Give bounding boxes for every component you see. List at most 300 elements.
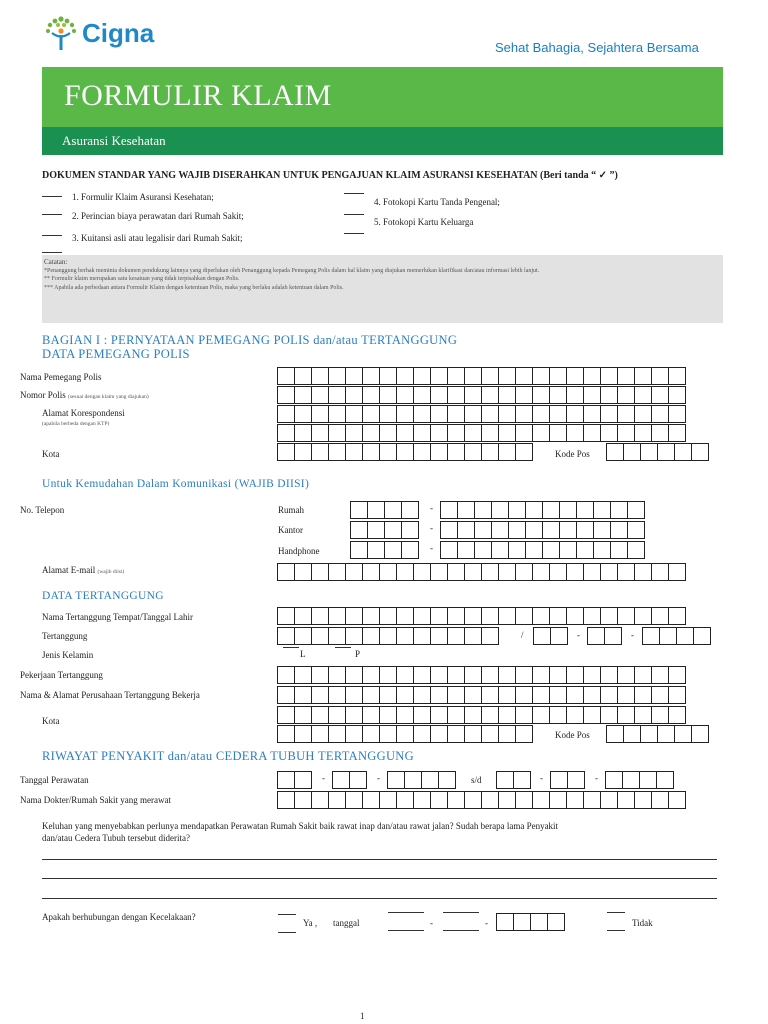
input-cell[interactable] bbox=[396, 563, 414, 581]
input-cell[interactable] bbox=[549, 405, 567, 423]
input-cell[interactable] bbox=[457, 541, 475, 559]
doc-checkbox-5[interactable] bbox=[344, 214, 364, 215]
input-cell[interactable] bbox=[566, 563, 584, 581]
input-cell[interactable] bbox=[600, 563, 618, 581]
input-cell[interactable] bbox=[498, 686, 516, 704]
input-cell[interactable] bbox=[404, 771, 422, 789]
input-cell[interactable] bbox=[651, 607, 669, 625]
input-cell[interactable] bbox=[600, 405, 618, 423]
input-tgl-bulan[interactable] bbox=[588, 627, 622, 645]
input-hp-kode[interactable] bbox=[351, 541, 419, 559]
input-cell[interactable] bbox=[396, 791, 414, 809]
input-cell[interactable] bbox=[311, 791, 329, 809]
input-cell[interactable] bbox=[294, 367, 312, 385]
input-kodepos-tertanggung[interactable] bbox=[607, 725, 709, 743]
input-cell[interactable] bbox=[277, 771, 295, 789]
input-cell[interactable] bbox=[600, 607, 618, 625]
input-cell[interactable] bbox=[491, 521, 509, 539]
input-cell[interactable] bbox=[498, 386, 516, 404]
input-cell[interactable] bbox=[362, 443, 380, 461]
input-cell[interactable] bbox=[294, 627, 312, 645]
input-cell[interactable] bbox=[515, 367, 533, 385]
input-cell[interactable] bbox=[651, 666, 669, 684]
input-cell[interactable] bbox=[464, 367, 482, 385]
input-cell[interactable] bbox=[332, 771, 350, 789]
input-cell[interactable] bbox=[532, 706, 550, 724]
input-rumah-nomor[interactable] bbox=[441, 501, 645, 519]
input-email[interactable] bbox=[278, 563, 686, 581]
input-cell[interactable] bbox=[413, 791, 431, 809]
input-cell[interactable] bbox=[413, 725, 431, 743]
input-cell[interactable] bbox=[362, 405, 380, 423]
input-cell[interactable] bbox=[379, 443, 397, 461]
input-cell[interactable] bbox=[362, 563, 380, 581]
input-cell[interactable] bbox=[345, 706, 363, 724]
input-cell[interactable] bbox=[515, 563, 533, 581]
input-cell[interactable] bbox=[549, 791, 567, 809]
input-cell[interactable] bbox=[413, 367, 431, 385]
input-cell[interactable] bbox=[498, 405, 516, 423]
input-rawat-hari-awal[interactable] bbox=[278, 771, 312, 789]
input-cell[interactable] bbox=[481, 627, 499, 645]
input-cell[interactable] bbox=[549, 386, 567, 404]
input-cell[interactable] bbox=[515, 725, 533, 743]
input-cell[interactable] bbox=[401, 521, 419, 539]
input-cell[interactable] bbox=[396, 706, 414, 724]
input-cell[interactable] bbox=[464, 443, 482, 461]
input-cell[interactable] bbox=[668, 386, 686, 404]
input-cell[interactable] bbox=[515, 706, 533, 724]
input-cell[interactable] bbox=[566, 666, 584, 684]
input-cell[interactable] bbox=[277, 791, 295, 809]
input-cell[interactable] bbox=[657, 443, 675, 461]
input-cell[interactable] bbox=[617, 424, 635, 442]
input-cell[interactable] bbox=[515, 424, 533, 442]
input-cell[interactable] bbox=[604, 627, 622, 645]
input-cell[interactable] bbox=[668, 405, 686, 423]
input-cell[interactable] bbox=[457, 501, 475, 519]
input-cell[interactable] bbox=[481, 563, 499, 581]
input-cell[interactable] bbox=[430, 666, 448, 684]
input-cell[interactable] bbox=[498, 607, 516, 625]
input-cell[interactable] bbox=[583, 791, 601, 809]
input-cell[interactable] bbox=[311, 706, 329, 724]
input-cell[interactable] bbox=[634, 386, 652, 404]
input-cell[interactable] bbox=[668, 563, 686, 581]
input-cell[interactable] bbox=[328, 563, 346, 581]
input-cell[interactable] bbox=[498, 706, 516, 724]
input-cell[interactable] bbox=[396, 627, 414, 645]
doc-checkbox-3[interactable] bbox=[42, 235, 62, 236]
input-cell[interactable] bbox=[481, 386, 499, 404]
input-cell[interactable] bbox=[413, 405, 431, 423]
input-cell[interactable] bbox=[634, 405, 652, 423]
input-cell[interactable] bbox=[481, 405, 499, 423]
input-cell[interactable] bbox=[328, 706, 346, 724]
input-cell[interactable] bbox=[384, 501, 402, 519]
input-cell[interactable] bbox=[532, 386, 550, 404]
input-cell[interactable] bbox=[367, 501, 385, 519]
input-cell[interactable] bbox=[566, 386, 584, 404]
input-pekerjaan[interactable] bbox=[278, 666, 686, 684]
input-cell[interactable] bbox=[277, 443, 295, 461]
input-cell[interactable] bbox=[413, 424, 431, 442]
input-cell[interactable] bbox=[294, 405, 312, 423]
input-cell[interactable] bbox=[549, 706, 567, 724]
input-cell[interactable] bbox=[345, 725, 363, 743]
input-cell[interactable] bbox=[668, 791, 686, 809]
input-cell[interactable] bbox=[622, 771, 640, 789]
input-cell[interactable] bbox=[396, 405, 414, 423]
input-cell[interactable] bbox=[651, 706, 669, 724]
doc-checkbox-4[interactable] bbox=[344, 193, 364, 194]
input-cell[interactable] bbox=[464, 424, 482, 442]
input-cell[interactable] bbox=[651, 424, 669, 442]
input-cell[interactable] bbox=[430, 627, 448, 645]
input-perusahaan-2[interactable] bbox=[278, 706, 686, 724]
input-cell[interactable] bbox=[691, 443, 709, 461]
input-cell[interactable] bbox=[533, 627, 551, 645]
input-cell[interactable] bbox=[532, 686, 550, 704]
input-cell[interactable] bbox=[481, 443, 499, 461]
input-cell[interactable] bbox=[345, 607, 363, 625]
input-cell[interactable] bbox=[515, 405, 533, 423]
input-tgl-tahun[interactable] bbox=[643, 627, 711, 645]
input-cell[interactable] bbox=[464, 607, 482, 625]
input-cell[interactable] bbox=[413, 706, 431, 724]
input-cell[interactable] bbox=[583, 563, 601, 581]
input-cell[interactable] bbox=[379, 791, 397, 809]
input-cell[interactable] bbox=[651, 791, 669, 809]
input-cell[interactable] bbox=[481, 367, 499, 385]
input-cell[interactable] bbox=[515, 386, 533, 404]
input-cell[interactable] bbox=[345, 791, 363, 809]
input-cell[interactable] bbox=[328, 791, 346, 809]
input-cell[interactable] bbox=[542, 521, 560, 539]
input-cell[interactable] bbox=[440, 501, 458, 519]
input-cell[interactable] bbox=[311, 386, 329, 404]
input-cell[interactable] bbox=[362, 666, 380, 684]
input-cell[interactable] bbox=[657, 725, 675, 743]
input-alamat-1[interactable] bbox=[278, 405, 686, 423]
input-cell[interactable] bbox=[447, 607, 465, 625]
input-cell[interactable] bbox=[311, 405, 329, 423]
input-cell[interactable] bbox=[491, 541, 509, 559]
input-cell[interactable] bbox=[401, 541, 419, 559]
input-rawat-hari-akhir[interactable] bbox=[497, 771, 531, 789]
input-cell[interactable] bbox=[617, 666, 635, 684]
input-cell[interactable] bbox=[464, 386, 482, 404]
input-cell[interactable] bbox=[656, 771, 674, 789]
input-cell[interactable] bbox=[396, 666, 414, 684]
input-cell[interactable] bbox=[566, 424, 584, 442]
input-cell[interactable] bbox=[430, 706, 448, 724]
input-cell[interactable] bbox=[362, 627, 380, 645]
input-cell[interactable] bbox=[627, 521, 645, 539]
input-cell[interactable] bbox=[328, 405, 346, 423]
input-cell[interactable] bbox=[464, 666, 482, 684]
input-cell[interactable] bbox=[491, 501, 509, 519]
input-cell[interactable] bbox=[659, 627, 677, 645]
input-cell[interactable] bbox=[413, 563, 431, 581]
input-cell[interactable] bbox=[345, 563, 363, 581]
input-cell[interactable] bbox=[642, 627, 660, 645]
input-cell[interactable] bbox=[294, 607, 312, 625]
input-cell[interactable] bbox=[447, 563, 465, 581]
input-cell[interactable] bbox=[583, 386, 601, 404]
input-cell[interactable] bbox=[379, 424, 397, 442]
input-rawat-bulan-akhir[interactable] bbox=[551, 771, 585, 789]
input-kota-tertanggung[interactable] bbox=[278, 725, 533, 743]
input-cell[interactable] bbox=[345, 686, 363, 704]
input-cell[interactable] bbox=[345, 386, 363, 404]
input-cell[interactable] bbox=[350, 541, 368, 559]
input-cell[interactable] bbox=[362, 686, 380, 704]
input-cell[interactable] bbox=[566, 405, 584, 423]
input-cell[interactable] bbox=[508, 521, 526, 539]
input-cell[interactable] bbox=[532, 405, 550, 423]
input-cell[interactable] bbox=[691, 725, 709, 743]
input-cell[interactable] bbox=[498, 666, 516, 684]
input-cell[interactable] bbox=[532, 607, 550, 625]
input-cell[interactable] bbox=[447, 443, 465, 461]
input-cell[interactable] bbox=[401, 501, 419, 519]
input-cell[interactable] bbox=[515, 443, 533, 461]
input-cell[interactable] bbox=[559, 541, 577, 559]
input-cell[interactable] bbox=[328, 607, 346, 625]
input-cell[interactable] bbox=[583, 607, 601, 625]
input-rawat-bulan-awal[interactable] bbox=[333, 771, 367, 789]
input-cell[interactable] bbox=[668, 367, 686, 385]
input-cell[interactable] bbox=[617, 405, 635, 423]
input-cell[interactable] bbox=[634, 791, 652, 809]
input-cell[interactable] bbox=[566, 607, 584, 625]
input-cell[interactable] bbox=[440, 541, 458, 559]
input-cell[interactable] bbox=[379, 386, 397, 404]
input-cell[interactable] bbox=[413, 607, 431, 625]
input-cell[interactable] bbox=[617, 706, 635, 724]
input-cell[interactable] bbox=[513, 913, 531, 931]
input-cell[interactable] bbox=[532, 424, 550, 442]
input-cell[interactable] bbox=[532, 666, 550, 684]
input-cell[interactable] bbox=[294, 666, 312, 684]
input-cell[interactable] bbox=[640, 443, 658, 461]
input-cell[interactable] bbox=[430, 405, 448, 423]
input-cell[interactable] bbox=[362, 725, 380, 743]
input-cell[interactable] bbox=[668, 424, 686, 442]
input-cell[interactable] bbox=[367, 541, 385, 559]
input-rawat-tahun-awal[interactable] bbox=[388, 771, 456, 789]
input-cell[interactable] bbox=[668, 666, 686, 684]
input-cell[interactable] bbox=[605, 771, 623, 789]
input-cell[interactable] bbox=[481, 725, 499, 743]
input-cell[interactable] bbox=[430, 367, 448, 385]
input-cell[interactable] bbox=[379, 405, 397, 423]
input-kecelakaan-tahun[interactable] bbox=[497, 913, 565, 931]
input-cell[interactable] bbox=[587, 627, 605, 645]
input-cell[interactable] bbox=[464, 791, 482, 809]
input-cell[interactable] bbox=[447, 706, 465, 724]
input-cell[interactable] bbox=[384, 521, 402, 539]
input-cell[interactable] bbox=[328, 686, 346, 704]
input-cell[interactable] bbox=[345, 405, 363, 423]
input-cell[interactable] bbox=[549, 563, 567, 581]
input-cell[interactable] bbox=[606, 725, 624, 743]
input-cell[interactable] bbox=[668, 686, 686, 704]
input-cell[interactable] bbox=[447, 686, 465, 704]
input-cell[interactable] bbox=[362, 706, 380, 724]
input-cell[interactable] bbox=[481, 607, 499, 625]
input-cell[interactable] bbox=[396, 386, 414, 404]
input-cell[interactable] bbox=[550, 627, 568, 645]
input-cell[interactable] bbox=[651, 686, 669, 704]
input-cell[interactable] bbox=[277, 386, 295, 404]
input-alamat-2[interactable] bbox=[278, 424, 686, 442]
input-cell[interactable] bbox=[396, 686, 414, 704]
input-cell[interactable] bbox=[532, 367, 550, 385]
input-cell[interactable] bbox=[583, 666, 601, 684]
input-cell[interactable] bbox=[583, 686, 601, 704]
input-cell[interactable] bbox=[311, 424, 329, 442]
input-cell[interactable] bbox=[617, 686, 635, 704]
input-cell[interactable] bbox=[498, 563, 516, 581]
input-cell[interactable] bbox=[593, 541, 611, 559]
input-cell[interactable] bbox=[600, 686, 618, 704]
input-cell[interactable] bbox=[457, 521, 475, 539]
input-cell[interactable] bbox=[345, 666, 363, 684]
input-cell[interactable] bbox=[430, 386, 448, 404]
input-cell[interactable] bbox=[530, 913, 548, 931]
input-cell[interactable] bbox=[576, 501, 594, 519]
input-cell[interactable] bbox=[513, 771, 531, 789]
input-cell[interactable] bbox=[559, 521, 577, 539]
input-cell[interactable] bbox=[634, 367, 652, 385]
input-hp-nomor[interactable] bbox=[441, 541, 645, 559]
input-nama-pemegang[interactable] bbox=[278, 367, 686, 385]
input-cell[interactable] bbox=[676, 627, 694, 645]
input-cell[interactable] bbox=[651, 563, 669, 581]
input-cell[interactable] bbox=[508, 501, 526, 519]
input-cell[interactable] bbox=[430, 607, 448, 625]
input-cell[interactable] bbox=[617, 563, 635, 581]
input-cell[interactable] bbox=[379, 666, 397, 684]
input-cell[interactable] bbox=[362, 607, 380, 625]
input-cell[interactable] bbox=[634, 563, 652, 581]
input-cell[interactable] bbox=[464, 725, 482, 743]
input-cell[interactable] bbox=[430, 686, 448, 704]
input-cell[interactable] bbox=[464, 563, 482, 581]
input-cell[interactable] bbox=[640, 725, 658, 743]
input-cell[interactable] bbox=[576, 521, 594, 539]
input-cell[interactable] bbox=[498, 443, 516, 461]
input-cell[interactable] bbox=[600, 386, 618, 404]
input-cell[interactable] bbox=[438, 771, 456, 789]
input-cell[interactable] bbox=[328, 367, 346, 385]
input-cell[interactable] bbox=[447, 666, 465, 684]
input-cell[interactable] bbox=[387, 771, 405, 789]
input-cell[interactable] bbox=[384, 541, 402, 559]
input-cell[interactable] bbox=[549, 367, 567, 385]
input-nama-tertanggung[interactable] bbox=[278, 607, 686, 625]
input-cell[interactable] bbox=[623, 443, 641, 461]
input-cell[interactable] bbox=[345, 627, 363, 645]
input-cell[interactable] bbox=[362, 367, 380, 385]
input-cell[interactable] bbox=[367, 521, 385, 539]
input-cell[interactable] bbox=[693, 627, 711, 645]
input-cell[interactable] bbox=[447, 791, 465, 809]
input-cell[interactable] bbox=[566, 706, 584, 724]
input-cell[interactable] bbox=[525, 541, 543, 559]
input-cell[interactable] bbox=[532, 563, 550, 581]
input-cell[interactable] bbox=[498, 424, 516, 442]
input-cell[interactable] bbox=[413, 627, 431, 645]
input-cell[interactable] bbox=[651, 405, 669, 423]
input-cell[interactable] bbox=[311, 666, 329, 684]
input-cell[interactable] bbox=[593, 521, 611, 539]
input-cell[interactable] bbox=[627, 541, 645, 559]
input-cell[interactable] bbox=[576, 541, 594, 559]
input-cell[interactable] bbox=[634, 607, 652, 625]
input-cell[interactable] bbox=[430, 791, 448, 809]
input-cell[interactable] bbox=[498, 725, 516, 743]
input-cell[interactable] bbox=[328, 627, 346, 645]
input-cell[interactable] bbox=[277, 666, 295, 684]
input-cell[interactable] bbox=[464, 706, 482, 724]
input-cell[interactable] bbox=[277, 405, 295, 423]
input-cell[interactable] bbox=[277, 725, 295, 743]
input-cell[interactable] bbox=[606, 443, 624, 461]
input-cell[interactable] bbox=[311, 443, 329, 461]
input-cell[interactable] bbox=[617, 367, 635, 385]
input-cell[interactable] bbox=[600, 706, 618, 724]
input-cell[interactable] bbox=[447, 725, 465, 743]
input-dokter[interactable] bbox=[278, 791, 686, 809]
input-cell[interactable] bbox=[345, 367, 363, 385]
input-cell[interactable] bbox=[515, 791, 533, 809]
input-kodepos-pemegang[interactable] bbox=[607, 443, 709, 461]
input-cell[interactable] bbox=[674, 725, 692, 743]
doc-checkbox-1[interactable] bbox=[42, 196, 62, 197]
input-cell[interactable] bbox=[294, 443, 312, 461]
input-cell[interactable] bbox=[294, 424, 312, 442]
input-kota-pemegang[interactable] bbox=[278, 443, 533, 461]
input-cell[interactable] bbox=[542, 501, 560, 519]
checkbox-P[interactable] bbox=[335, 647, 351, 648]
input-cell[interactable] bbox=[294, 563, 312, 581]
input-cell[interactable] bbox=[311, 686, 329, 704]
input-cell[interactable] bbox=[447, 367, 465, 385]
input-cell[interactable] bbox=[464, 405, 482, 423]
input-cell[interactable] bbox=[464, 627, 482, 645]
input-cell[interactable] bbox=[593, 501, 611, 519]
input-cell[interactable] bbox=[277, 607, 295, 625]
input-cell[interactable] bbox=[617, 607, 635, 625]
input-cell[interactable] bbox=[583, 424, 601, 442]
input-kecelakaan-hari[interactable] bbox=[388, 912, 424, 913]
input-cell[interactable] bbox=[508, 541, 526, 559]
input-kantor-nomor[interactable] bbox=[441, 521, 645, 539]
input-cell[interactable] bbox=[447, 424, 465, 442]
input-cell[interactable] bbox=[345, 443, 363, 461]
answer-line-2[interactable] bbox=[42, 878, 717, 879]
input-cell[interactable] bbox=[566, 791, 584, 809]
input-cell[interactable] bbox=[447, 405, 465, 423]
input-cell[interactable] bbox=[627, 501, 645, 519]
input-cell[interactable] bbox=[311, 563, 329, 581]
input-cell[interactable] bbox=[474, 501, 492, 519]
input-cell[interactable] bbox=[294, 386, 312, 404]
input-cell[interactable] bbox=[379, 686, 397, 704]
